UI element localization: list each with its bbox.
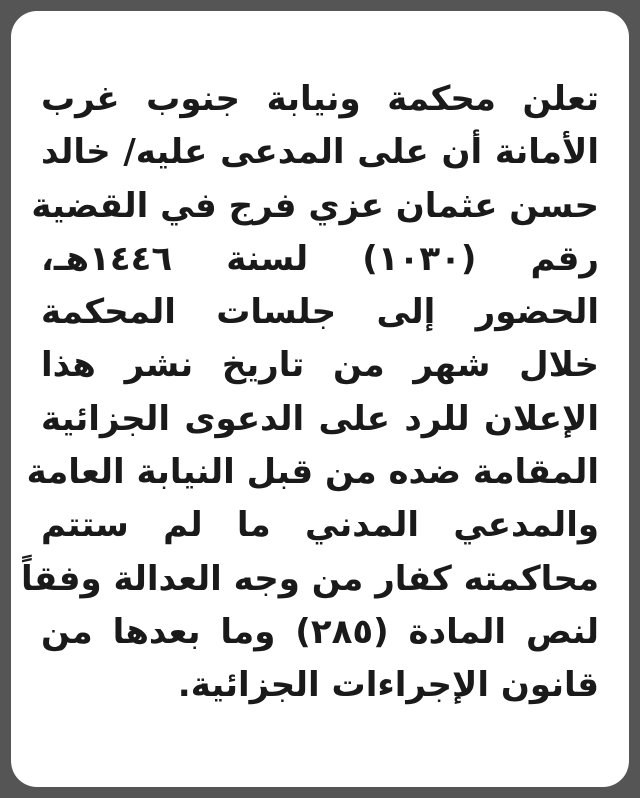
notice-line: حسن عثمان عزي فرج في القضية: [31, 185, 599, 226]
notice-line: الأمانة أن على المدعى عليه/ خالد: [41, 132, 599, 173]
notice-line: الحضور إلى جلسات المحكمة: [41, 292, 599, 333]
notice-line: والمدعي المدني ما لم ستتم: [41, 505, 599, 546]
notice-line: قانون الإجراءات الجزائية.: [177, 665, 599, 706]
notice-line: محاكمته كفار من وجه العدالة وفقاً: [21, 558, 599, 599]
notice-card: [11, 11, 629, 787]
notice-line: الإعلان للرد على الدعوى الجزائية: [41, 398, 599, 439]
notice-line: تعلن محكمة ونيابة جنوب غرب: [41, 79, 599, 119]
notice-line: لنص المادة (٢٨٥) وما بعدها من: [41, 611, 599, 652]
notice-line: المقامة ضده من قبل النيابة العامة: [26, 452, 599, 493]
notice-line: رقم (١٠٣٠) لسنة ١٤٤٦هـ،: [41, 238, 599, 279]
court-notice-text: [21, 73, 599, 713]
notice-line: خلال شهر من تاريخ نشر هذا: [41, 345, 599, 386]
